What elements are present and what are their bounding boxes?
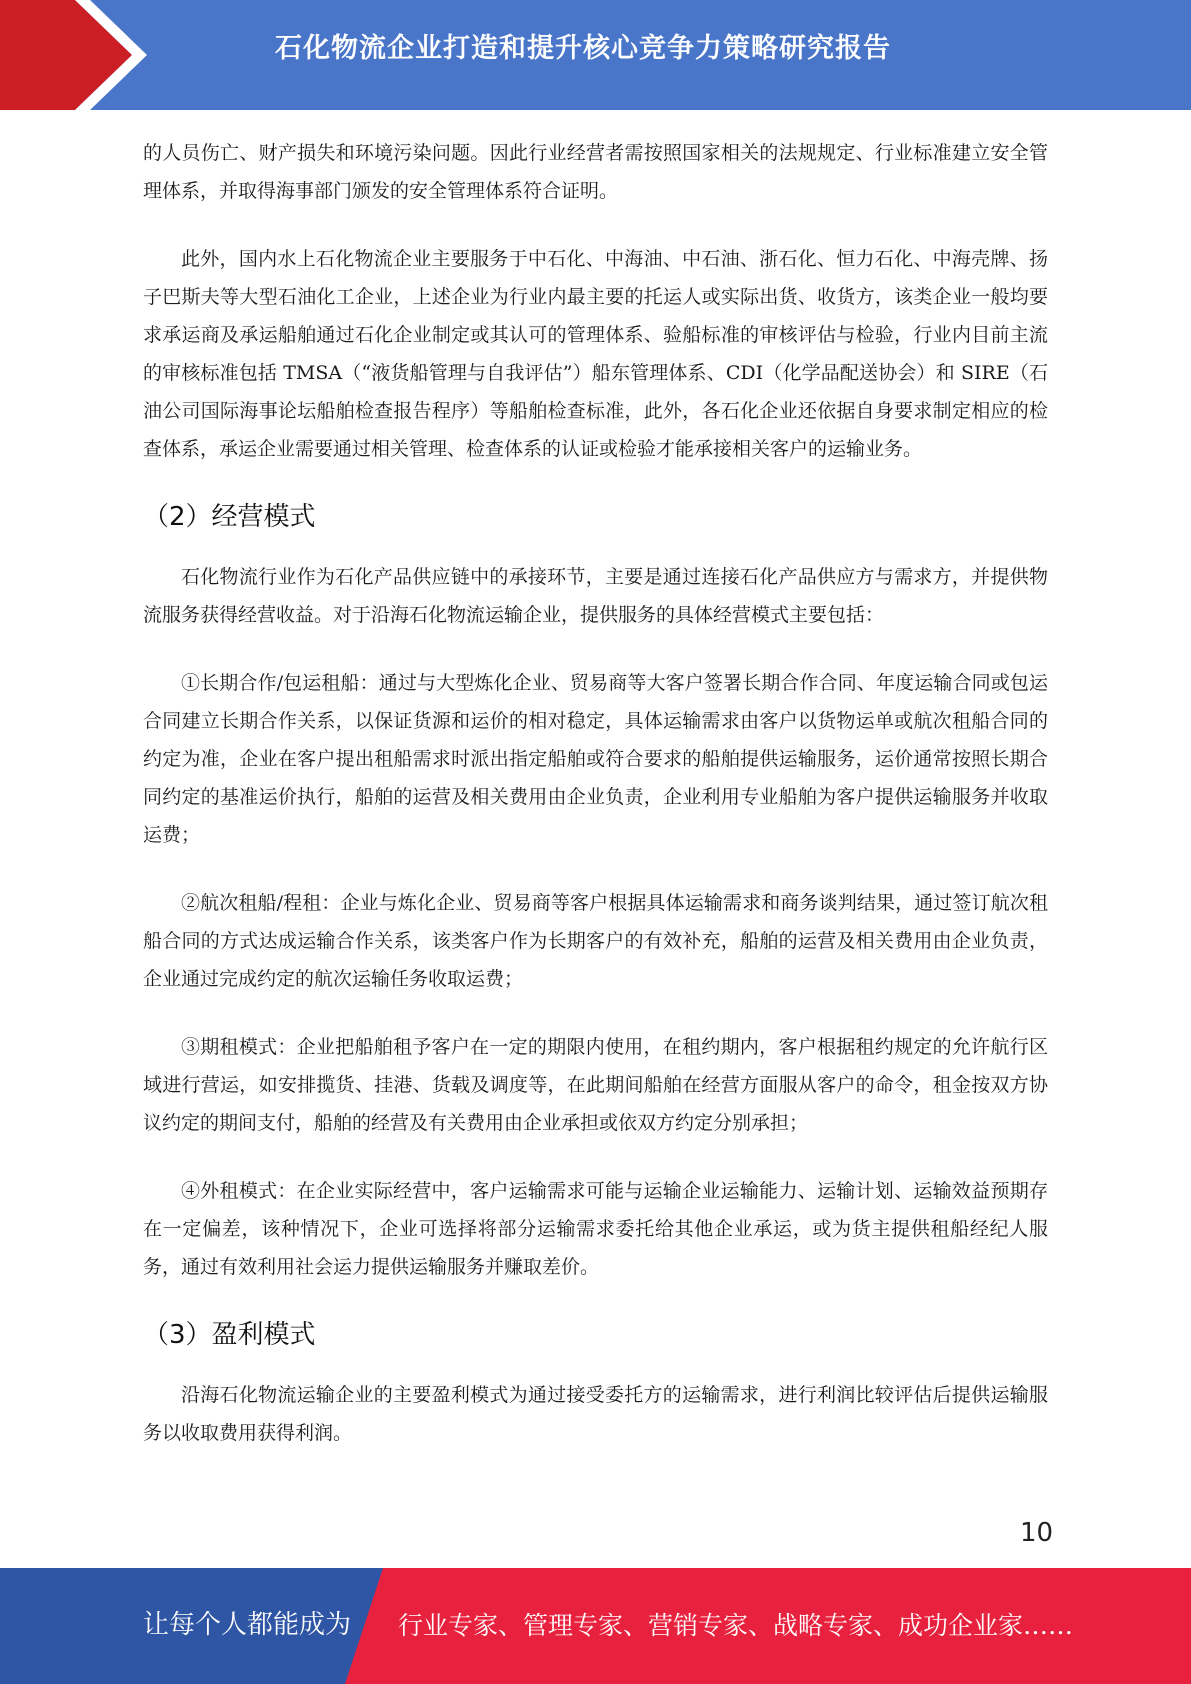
paragraph-mode-voyage-charter: ②航次租船/程租：企业与炼化企业、贸易商等客户根据具体运输需求和商务谈判结果，通过签订航次租船合同的方式达成运输合作关系，该类客户作为长期客户的有效补充，船舶的运营及相关费用由企业负责，企业通过完成约定的航次运输任务收取运费；: [143, 892, 1048, 990]
footer-slogan-right: 行业专家、管理专家、营销专家、战略专家、成功企业家……: [398, 1611, 1074, 1640]
paragraph-profit: 沿海石化物流运输企业的主要盈利模式为通过接受委托方的运输需求，进行利润比较评估后提供运输服务以收取费用获得利润。: [143, 1384, 1048, 1444]
paragraph-mode-time-charter: ③期租模式：企业把船舶租予客户在一定的期限内使用，在租约期内，客户根据租约规定的允许航行区域进行营运，如安排揽货、挂港、货载及调度等，在此期间船舶在经营方面服从客户的命令，租金按双方协议约定的期间支付，船舶的经营及有关费用由企业承担或依双方约定分别承担；: [143, 1036, 1048, 1134]
document-title: 石化物流企业打造和提升核心竞争力策略研究报告: [275, 33, 891, 64]
paragraph-continuation: 的人员伤亡、财产损失和环境污染问题。因此行业经营者需按照国家相关的法规规定、行业标准建立安全管理体系，并取得海事部门颁发的安全管理体系符合证明。: [143, 142, 1048, 202]
page-footer: [0, 1568, 1191, 1684]
page-header: [0, 0, 1191, 110]
footer-slogan-left: 让每个人都能成为: [143, 1610, 352, 1640]
page-number: 10: [1020, 1518, 1054, 1548]
header-arrow-decoration: [0, 0, 160, 110]
heading-business-model: （2）经营模式: [143, 502, 316, 532]
paragraph-customers: 此外，国内水上石化物流企业主要服务于中石化、中海油、中石油、浙石化、恒力石化、中海壳牌、扬子巴斯夫等大型石油化工企业，上述企业为行业内最主要的托运人或实际出货、收货方，该类企业一般均要求承运商及承运船舶通过石化企业制定或其认可的管理体系、验船标准的审核评估与检验，行业内目前主流的审核标准包括 TMSA（“液货船管理与自我评估”）船东管理体系、CDI（化学品配送协会）和 SIRE（石油公司国际海事论坛船舶检查报告程序）等船舶检查标准，此外，各石化企业还依据自身要求制定相应的检查体系，承运企业需要通过相关管理、检查体系的认证或检验才能承接相关客户的运输业务。: [143, 248, 1048, 460]
paragraph-mode-outsourcing: ④外租模式：在企业实际经营中，客户运输需求可能与运输企业运输能力、运输计划、运输效益预期存在一定偏差，该种情况下，企业可选择将部分运输需求委托给其他企业承运，或为货主提供租船经纪人服务，通过有效利用社会运力提供运输服务并赚取差价。: [143, 1180, 1048, 1278]
paragraph-mode-long-term: ①长期合作/包运租船：通过与大型炼化企业、贸易商等大客户签署长期合作合同、年度运输合同或包运合同建立长期合作关系，以保证货源和运价的相对稳定，具体运输需求由客户以货物运单或航次租船合同的约定为准，企业在客户提出租船需求时派出指定船舶或符合要求的船舶提供运输服务，运价通常按照长期合同约定的基准运价执行，船舶的运营及相关费用由企业负责，企业利用专业船舶为客户提供运输服务并收取运费；: [143, 672, 1048, 846]
heading-profit-model: （3）盈利模式: [143, 1320, 316, 1350]
paragraph-business-intro: 石化物流行业作为石化产品供应链中的承接环节，主要是通过连接石化产品供应方与需求方，并提供物流服务获得经营收益。对于沿海石化物流运输企业，提供服务的具体经营模式主要包括：: [143, 566, 1048, 626]
page-body: [143, 134, 1048, 1482]
